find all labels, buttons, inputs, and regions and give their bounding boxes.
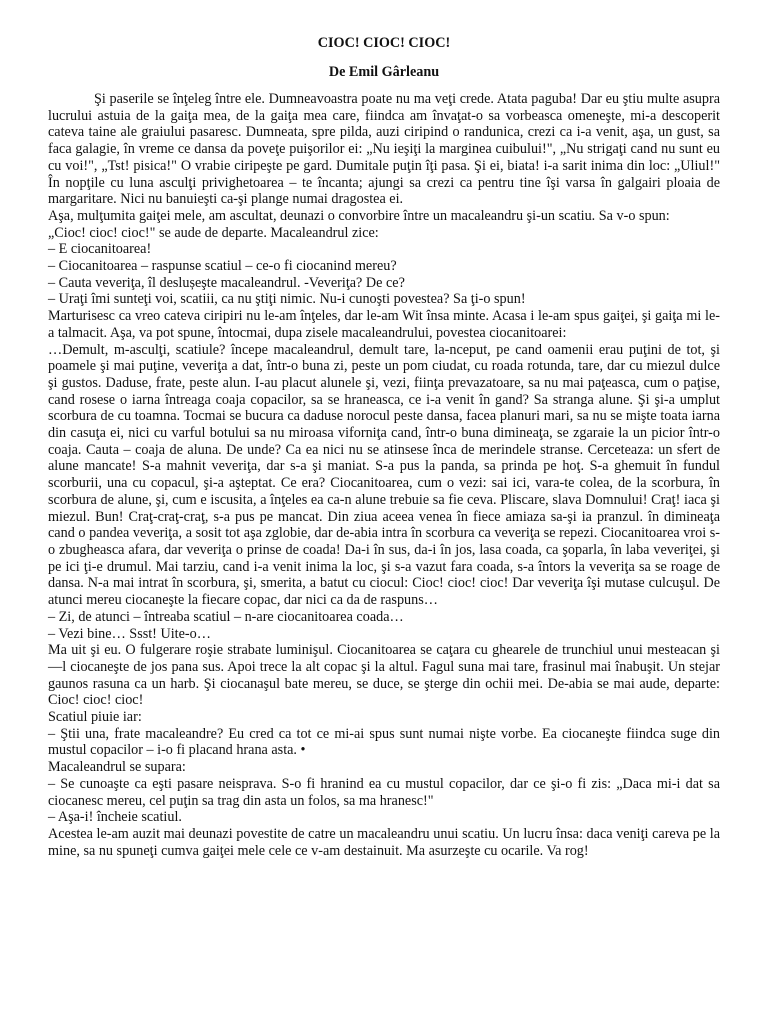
paragraph-closing: Acestea le-am auzit mai deunazi povestite de catre un macaleandru unui scatiu. Un lucru însa: daca veniţi careva pe la mine, sa nu spuneţi cumva gaiţei mele cele ce v-am destainuit. Ma asurzeşte cu ocarile. Va rog! xyxy=(48,825,720,859)
paragraph: Ma uit şi eu. O fulgerare roşie strabate luminişul. Ciocanitoarea se caţara cu ghearele de trunchiul unui mesteacan şi —l ciocaneşte de jos pana sus. Apoi trece la alt copac şi la altul. Fagul suna mai tare, frasinul mai înabuşit. Un stejar gaunos rasuna ca un harb. Şi ciocanaşul bate mereu, se duce, se şterge din ochii mei. De-abia se mai aude, departe: Cioc! cioc! cioc! xyxy=(48,642,720,709)
dialogue-line: – Ştii una, frate macaleandre? Eu cred ca tot ce mi-ai spus sunt numai nişte vorbe. Ea ciocaneşte fiindca suge din mustul copacilor – i-o fi placand hrana asta. • xyxy=(48,725,720,759)
dialogue-line: – Vezi bine… Ssst! Uite-o… xyxy=(48,625,211,642)
paragraph-intro: Şi paserile se înţeleg între ele. Dumneavoastra poate nu ma veţi crede. Atata paguba! Dar eu ştiu multe asupra lucrului astuia de la gaiţa mea, de la gaiţa mea care, fiindca am învaţat-o sa vorbeasca omeneşte, mi-a descoperit cateva taine ale graiului pasaresc. Dumneata, spre pilda, auzi ciripind o randunica, crezi ca i-a venit, aşa, un gust, sa faca galagie, în vreme ce dansa da poveţe puişorilor ei: „Nu ieşiţi la marginea cuibului!", „Nu strigaţi cand nu sunt eu cu voi!", „Tst! pisica!" O vrabie ciripeşte pe gard. Dumitale puţin îţi pasa. Şi ei, biata! i-a sarit inima din loc: „Uliul!" În nopţile cu luna asculţi privighetoarea – te încanta; ajungi sa crezi ca pentru tine îşi varsa în galgairi ploaia de margaritare. Nici nu banuieşti ca-şi plange numai dragostea ei. xyxy=(48,91,720,208)
paragraph: Aşa, mulţumita gaiţei mele, am ascultat, deunazi o convorbire între un macaleandru şi-un scatiu. Sa v-o spun: xyxy=(48,207,670,224)
dialogue-line: – Cauta veveriţa, îl deslușeşte macaleandrul. -Veveriţa? De ce? xyxy=(48,274,405,291)
dialogue-line: – Aşa-i! încheie scatiul. xyxy=(48,809,182,826)
document-author: De Emil Gârleanu xyxy=(328,64,440,80)
paragraph: Marturisesc ca vreo cateva ciripiri nu le-am înţeles, dar le-am Wit însa minte. Acasa i le-am spus gaiţei, şi gaiţa mi le-a talmacit. Aşa, va pot spune, întocmai, dupa zisele macaleandrului, povestea ciocanitoarei: xyxy=(48,308,720,341)
dialogue-line: – Uraţi îmi sunteţi voi, scatiii, ca nu ştiţi nimic. Nu-i cunoşti povestea? Sa ţi-o spun! xyxy=(48,291,526,308)
paragraph: Macaleandrul se supara: xyxy=(48,759,186,776)
dialogue-line: – Zi, de atunci – întreaba scatiul – n-are ciocanitoarea coada… xyxy=(48,608,404,625)
paragraph: „Cioc! cioc! cioc!" se aude de departe. Macaleandrul zice: xyxy=(48,224,379,241)
paragraph-story: …Demult, m-asculţi, scatiule? începe macaleandrul, demult tare, la-nceput, pe cand oamenii erau puţini de tot, şi poamele şi mai puţine, veveriţa a dat, într-o buna zi, peste un pom ciudat, cu roada rotunda, tare, dar cu miezul dulce şi gustos. Daduse, frate, peste alun. I-au placut alunele şi, vezi, fiinţa prevazatoare, sa nu mai paţeasca, cum o paţise, cand rosese o iarna întreaga coaja copacilor, sa se hraneasca, ce i-a venit în gand? Sa stranga alune. Şi şi-a umplut scorbura de cu toamna. Tocmai se bucura ca daduse norocul peste dansa, facea planuri mari, sa nu se mişte toata iarna din casuţa ei, nici cu varful botului sa nu miroasa viforniţa cand, într-o buna dimineaţa, se zgaraie la un picior într-o coaja. Cauta – coaja de aluna. De unde? Ca ea nici nu se atinsese înca de merindele stranse. Cerceteaza: un sfert de alune mancate! S-a mahnit veveriţa, dar s-a şi maniat. S-a pus la panda, sa prinda pe hoţ. S-a ghemuit în fundul scorburii, una cu copacul, şi-a aşteptat. Ce era? Ciocanitoarea, cum o vezi: sai ici, vara-te colea, de la scorbura, în scorbura de alune, şi, cum e iscusita, a înţeles ea ca-n alune trebuie sa fie ceva. Pliscare, slava Domnului! Craţ! iaca şi miezul. Bun! Craţ-craţ-craţ, s-a pus pe mancat. Din ziua aceea venea în fiece amiaza sa-şi ia pranzul. în dimineaţa cand o pandea veveriţa, a sosit tot aşa zglobie, dar de-abia intra în scorbura ca veveriţa se repezi. Ciocanitoarea vroi s-o zbugheasca afara, dar veveriţa o prinse de coada! Da-i în sus, da-i în jos, lasa coada, ca şoparla, în laba veveriţei, şi pe ici ţi-e drumul. Mai tarziu, cand i-a venit inima la loc, şi s-a vazut fara coada, s-a întors la veveriţa sa se roage de dansa. N-a mai intrat în scorbura, şi, smerita, a batut cu ciocul: Cioc! cioc! cioc! Dar veveriţa îşi mutase culcuşul. De atunci mereu ciocaneşte la fiecare copac, dar nici ca da de raspuns… xyxy=(48,341,720,609)
document-page xyxy=(48,34,720,859)
dialogue-line: – Se cunoaşte ca eşti pasare neisprava. S-o fi hranind ea cu mustul copacilor, dar ce şi-o fi zis: „Daca mi-i dat sa ciocanesc mereu, cel puţin sa trag din asta un folos, sa ma hranesc!" xyxy=(48,775,720,809)
dialogue-line: – E ciocanitoarea! xyxy=(48,241,152,258)
dialogue-line: – Ciocanitoarea – raspunse scatiul – ce-o fi ciocanind mereu? xyxy=(48,258,397,275)
paragraph: Scatiul piuie iar: xyxy=(48,709,142,726)
document-title: CIOC! CIOC! CIOC! xyxy=(317,35,451,51)
